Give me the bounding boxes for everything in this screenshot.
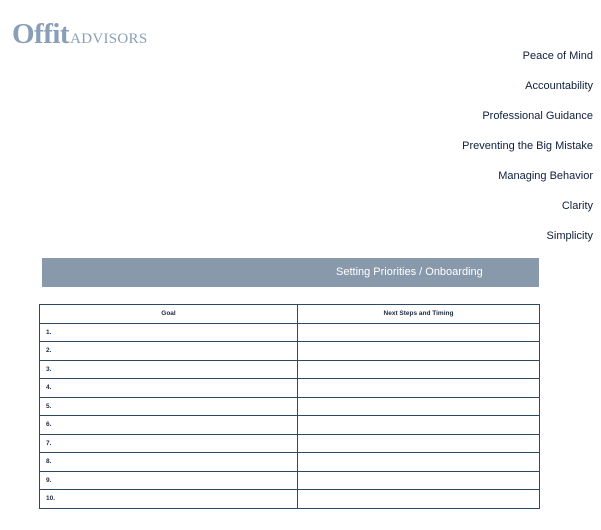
goals-table (39, 304, 540, 509)
table-row (40, 490, 540, 509)
next-steps-cell[interactable] (298, 416, 540, 435)
next-steps-cell[interactable] (298, 471, 540, 490)
table-row (40, 360, 540, 379)
value-item: Professional Guidance (482, 110, 593, 122)
value-item: Preventing the Big Mistake (462, 140, 593, 152)
value-item: Peace of Mind (522, 50, 593, 62)
next-steps-cell[interactable] (298, 453, 540, 472)
table-row (40, 342, 540, 361)
value-item: Clarity (561, 200, 593, 212)
goal-column-header: Goal (40, 305, 298, 324)
goal-cell[interactable]: 8. (40, 453, 298, 472)
values-list (462, 46, 593, 256)
goal-cell[interactable]: 7. (40, 434, 298, 453)
section-banner (42, 258, 539, 287)
goal-cell[interactable]: 6. (40, 416, 298, 435)
table-header-row (40, 305, 540, 324)
table-row (40, 323, 540, 342)
next-steps-cell[interactable] (298, 397, 540, 416)
value-item: Accountability (525, 80, 593, 92)
logo-subtitle: ADVISORS (70, 31, 148, 47)
table-row (40, 416, 540, 435)
section-title: Setting Priorities / Onboarding (336, 266, 483, 278)
offit-advisors-logo (12, 18, 148, 51)
goal-cell[interactable]: 4. (40, 379, 298, 398)
next-steps-cell[interactable] (298, 379, 540, 398)
goal-cell[interactable]: 3. (40, 360, 298, 379)
goal-cell[interactable]: 5. (40, 397, 298, 416)
goal-cell[interactable]: 2. (40, 342, 298, 361)
table-row (40, 434, 540, 453)
logo-wordmark: Offit (12, 18, 70, 50)
next-steps-column-header: Next Steps and Timing (298, 305, 540, 324)
table-row (40, 379, 540, 398)
next-steps-cell[interactable] (298, 342, 540, 361)
goal-cell[interactable]: 1. (40, 323, 298, 342)
goal-cell[interactable]: 10. (40, 490, 298, 509)
table-row (40, 453, 540, 472)
next-steps-cell[interactable] (298, 323, 540, 342)
table-row (40, 471, 540, 490)
next-steps-cell[interactable] (298, 360, 540, 379)
goal-cell[interactable]: 9. (40, 471, 298, 490)
next-steps-cell[interactable] (298, 434, 540, 453)
value-item: Managing Behavior (498, 170, 593, 182)
value-item: Simplicity (546, 230, 593, 242)
table-row (40, 397, 540, 416)
next-steps-cell[interactable] (298, 490, 540, 509)
